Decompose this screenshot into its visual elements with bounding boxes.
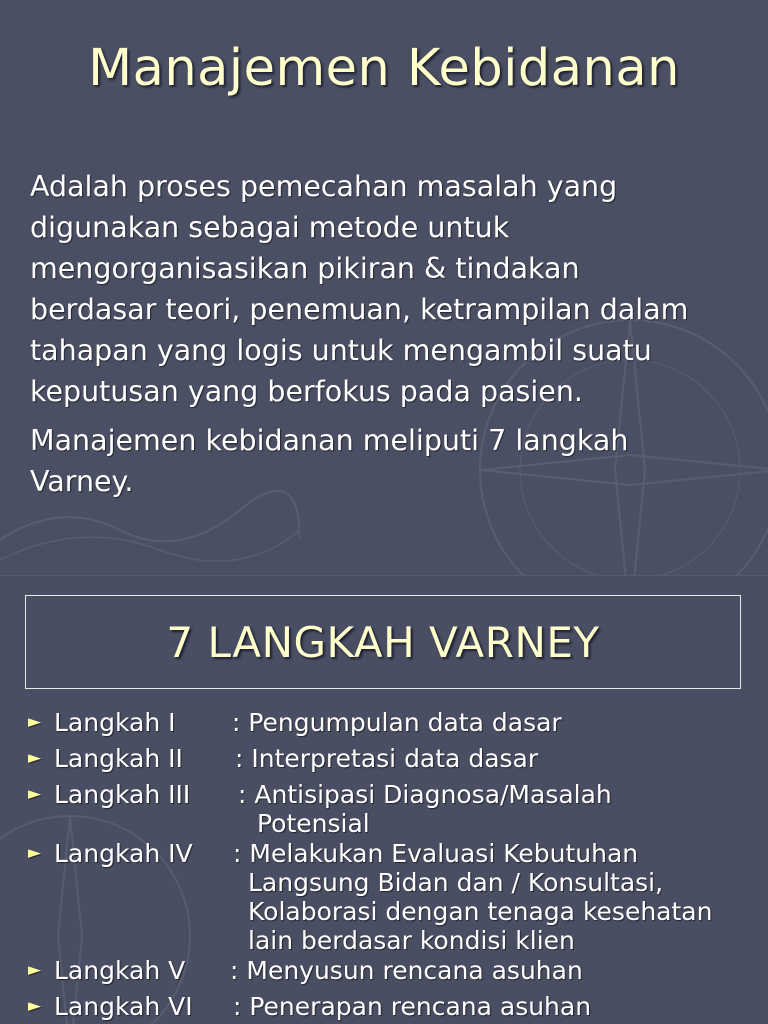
step-label: Langkah II (54, 744, 183, 773)
slide-title: Manajemen Kebidanan (88, 39, 680, 98)
step-description-continued: Langsung Bidan dan / Konsultasi, (248, 868, 664, 897)
step-item (0, 744, 768, 774)
step-description: : Antisipasi Diagnosa/Masalah (238, 780, 612, 809)
step-description: : Penerapan rencana asuhan (233, 992, 592, 1021)
step-label: Langkah I (54, 708, 176, 737)
step-description: : Melakukan Evaluasi Kebutuhan (233, 839, 639, 868)
bullet-arrow-icon: ► (28, 748, 42, 768)
summary-paragraph (30, 420, 750, 502)
bullet-arrow-icon: ► (28, 843, 42, 863)
paragraph-line: berdasar teori, penemuan, ketrampilan dalam (30, 293, 689, 326)
step-item (0, 839, 768, 955)
step-label: Langkah V (54, 956, 186, 985)
step-description-continued: Kolaborasi dengan tenaga kesehatan (248, 897, 713, 926)
step-label: Langkah VI (54, 992, 193, 1021)
section-title-box (25, 595, 741, 689)
step-item (0, 708, 768, 738)
slide-2 (0, 576, 768, 1024)
bullet-arrow-icon: ► (28, 712, 42, 732)
step-item (0, 956, 768, 986)
definition-paragraph (30, 166, 750, 412)
step-label: Langkah III (54, 780, 191, 809)
bullet-arrow-icon: ► (28, 784, 42, 804)
paragraph-line: tahapan yang logis untuk mengambil suatu (30, 334, 652, 367)
step-description: : Interpretasi data dasar (235, 744, 539, 773)
bullet-arrow-icon: ► (28, 996, 42, 1016)
paragraph-line: digunakan sebagai metode untuk (30, 211, 510, 244)
step-description-continued: lain berdasar kondisi klien (248, 926, 575, 955)
step-item (0, 992, 768, 1022)
paragraph-line: keputusan yang berfokus pada pasien. (30, 375, 583, 408)
section-title: 7 LANGKAH VARNEY (166, 617, 600, 667)
paragraph-line: Adalah proses pemecahan masalah yang (30, 170, 618, 203)
step-description-continued: Potensial (257, 809, 370, 838)
step-label: Langkah IV (54, 839, 193, 868)
paragraph-line: Varney. (30, 465, 134, 498)
paragraph-line: mengorganisasikan pikiran & tindakan (30, 252, 580, 285)
step-description: : Menyusun rencana asuhan (230, 956, 583, 985)
paragraph-line: Manajemen kebidanan meliputi 7 langkah (30, 424, 629, 457)
bullet-arrow-icon: ► (28, 960, 42, 980)
step-description: : Pengumpulan data dasar (232, 708, 562, 737)
step-item (0, 780, 768, 838)
